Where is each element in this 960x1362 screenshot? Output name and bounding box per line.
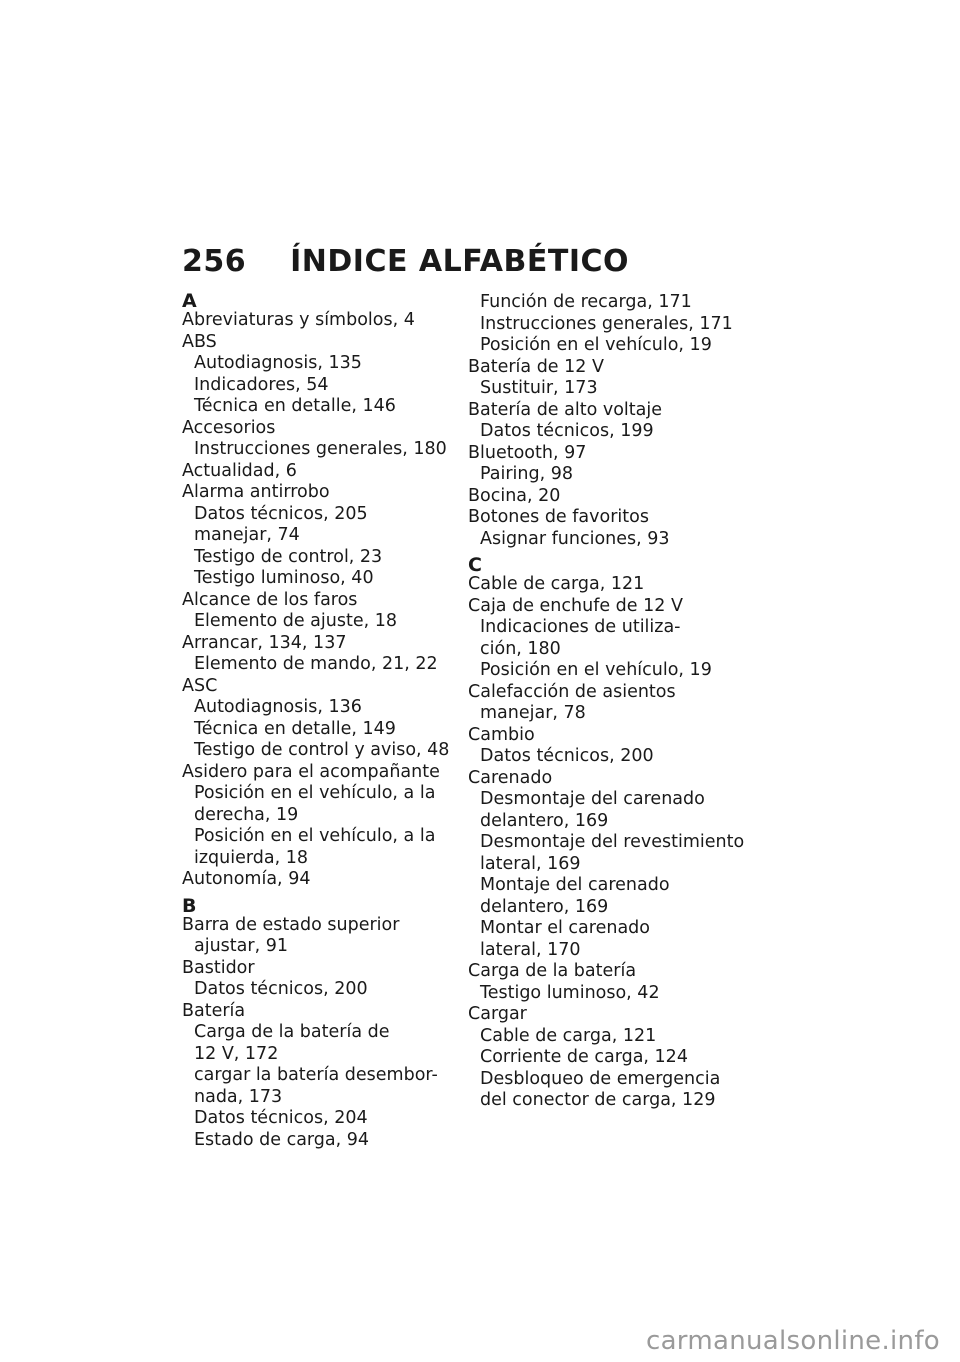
index-entry [182, 482, 482, 590]
index-term: Bluetooth, 97 [468, 442, 587, 463]
index-entry [182, 1001, 482, 1152]
index-term: Accesorios [182, 417, 276, 438]
index-subentry: Montar el carenado [480, 918, 650, 938]
index-subentry: manejar, 74 [194, 525, 300, 545]
index-term: Cambio [468, 724, 535, 745]
index-subentry: ajustar, 91 [194, 936, 288, 956]
index-subentry: Cable de carga, 121 [480, 1025, 657, 1046]
index-subentry: Testigo luminoso, 40 [194, 568, 374, 588]
index-entry [468, 292, 768, 357]
index-subentry: Posición en el vehículo, 19 [480, 660, 712, 680]
index-term: Abreviaturas y símbolos, 4 [182, 310, 415, 330]
index-term: Bocina, 20 [468, 485, 561, 506]
index-entry [468, 443, 768, 486]
index-term: ASC [182, 675, 218, 696]
index-subentry: nada, 173 [194, 1086, 283, 1107]
index-subentry: Posición en el vehículo, 19 [480, 335, 712, 355]
index-entry [182, 762, 482, 870]
index-entry [182, 958, 482, 1001]
index-letter-heading: B [182, 894, 197, 917]
index-term: Botones de favoritos [468, 507, 649, 527]
index-entry [468, 357, 768, 400]
index-entry [182, 332, 482, 418]
index-subentry: Indicaciones de utiliza- [480, 617, 681, 637]
index-term: Alarma antirrobo [182, 482, 330, 502]
index-subentry: manejar, 78 [480, 703, 586, 723]
index-subentry: Técnica en detalle, 149 [194, 718, 396, 739]
index-subentry: del conector de carga, 129 [480, 1090, 716, 1110]
index-term: Batería de alto voltaje [468, 399, 662, 420]
index-term: Barra de estado superior [182, 914, 400, 935]
index-entry [468, 486, 768, 508]
index-entry [182, 590, 482, 633]
index-subentry: Carga de la batería de [194, 1022, 390, 1042]
index-subentry: Datos técnicos, 199 [480, 421, 654, 441]
index-subentry: Datos técnicos, 200 [194, 979, 368, 999]
index-letter-heading: A [182, 290, 197, 312]
index-subentry: lateral, 169 [480, 853, 581, 874]
page-number: 256 [182, 244, 247, 279]
index-subentry: Posición en el vehículo, a la [194, 826, 436, 846]
index-term: Calefacción de asientos [468, 681, 676, 702]
index-term: Actualidad, 6 [182, 460, 297, 481]
index-term: Arrancar, 134, 137 [182, 632, 347, 653]
index-entry [182, 461, 482, 483]
index-subentry: Autodiagnosis, 135 [194, 353, 362, 373]
index-term: Carga de la batería [468, 961, 637, 981]
index-subentry: Instrucciones generales, 180 [194, 439, 447, 459]
index-entry [468, 596, 768, 682]
index-term: Cable de carga, 121 [468, 574, 645, 594]
index-subentry: derecha, 19 [194, 804, 299, 825]
index-letter-heading: C [468, 554, 482, 576]
index-entry [468, 961, 768, 1004]
page-title: ÍNDICE ALFABÉTICO [290, 244, 630, 279]
index-column-right [468, 292, 768, 1112]
index-entry [468, 725, 768, 768]
index-entry [468, 768, 768, 962]
index-entry [468, 682, 768, 725]
index-subentry: Desmontaje del revestimiento [480, 832, 745, 852]
index-subentry: ción, 180 [480, 638, 561, 659]
index-entry [468, 574, 768, 596]
index-subentry: Posición en el vehículo, a la [194, 783, 436, 803]
index-term: ABS [182, 331, 217, 352]
index-subentry: Instrucciones generales, 171 [480, 313, 733, 334]
index-term: Bastidor [182, 957, 255, 978]
index-subentry: Desbloqueo de emergencia [480, 1068, 721, 1089]
index-subentry: Desmontaje del carenado [480, 789, 705, 809]
index-subentry: izquierda, 18 [194, 847, 308, 868]
index-entry [182, 869, 482, 891]
index-subentry: Indicadores, 54 [194, 374, 329, 395]
index-subentry: Técnica en detalle, 146 [194, 396, 396, 416]
index-term: Alcance de los faros [182, 589, 358, 610]
watermark: carmanualsonline.info [645, 1326, 940, 1356]
index-subentry: delantero, 169 [480, 810, 609, 831]
index-subentry: 12 V, 172 [194, 1043, 279, 1064]
index-entry [182, 633, 482, 676]
index-term: Batería [182, 1000, 246, 1021]
index-subentry: Estado de carga, 94 [194, 1129, 370, 1150]
index-entry [182, 676, 482, 762]
index-subentry: Elemento de mando, 21, 22 [194, 654, 438, 674]
index-subentry: Autodiagnosis, 136 [194, 697, 362, 717]
index-entry [468, 400, 768, 443]
index-term: Batería de 12 V [468, 356, 604, 377]
index-subentry: delantero, 169 [480, 896, 609, 917]
index-entry [182, 310, 482, 332]
index-term: Asidero para el acompañante [182, 761, 440, 782]
index-subentry: Asignar funciones, 93 [480, 528, 670, 549]
page-header [182, 244, 629, 279]
index-subentry: Testigo de control, 23 [194, 546, 383, 567]
index-subentry: Elemento de ajuste, 18 [194, 611, 397, 631]
index-entry [182, 418, 482, 461]
index-column-left [182, 292, 482, 1151]
index-term: Caja de enchufe de 12 V [468, 595, 683, 616]
index-entry [182, 915, 482, 958]
index-term: Cargar [468, 1004, 527, 1024]
index-subentry: cargar la batería desembor- [194, 1065, 438, 1085]
index-subentry: Montaje del carenado [480, 875, 670, 895]
index-subentry: Testigo de control y aviso, 48 [194, 740, 450, 760]
index-subentry: Datos técnicos, 204 [194, 1108, 368, 1128]
index-subentry: Función de recarga, 171 [480, 292, 692, 312]
index-term: Carenado [468, 767, 553, 788]
index-subentry: Corriente de carga, 124 [480, 1047, 688, 1067]
index-entry [468, 507, 768, 550]
index-subentry: Pairing, 98 [480, 464, 574, 484]
index-term: Autonomía, 94 [182, 869, 311, 889]
index-entry [468, 1004, 768, 1112]
index-subentry: Datos técnicos, 200 [480, 746, 654, 766]
index-subentry: Testigo luminoso, 42 [480, 982, 660, 1003]
index-subentry: Sustituir, 173 [480, 378, 598, 398]
index-subentry: Datos técnicos, 205 [194, 503, 368, 524]
index-subentry: lateral, 170 [480, 939, 581, 960]
